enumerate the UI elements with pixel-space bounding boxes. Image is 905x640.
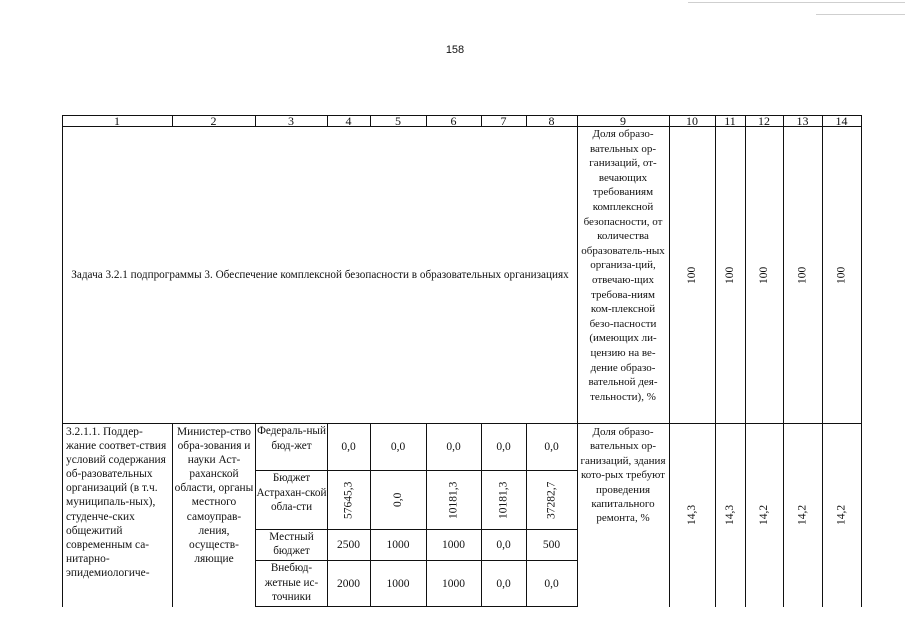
column-header: 3 xyxy=(288,114,294,128)
column-header: 9 xyxy=(620,114,626,128)
column-header: 1 xyxy=(114,114,120,128)
source-value: 0,0 xyxy=(496,441,511,453)
task-value-13: 100 xyxy=(796,266,809,284)
task-value-11: 100 xyxy=(724,266,736,284)
measure-value-12: 14,2 xyxy=(758,504,770,526)
source-value: 2000 xyxy=(337,577,360,590)
page-number: 158 xyxy=(445,44,465,56)
source-value: 0,0 xyxy=(446,441,461,453)
source-value: 0,0 xyxy=(496,577,511,590)
column-header: 7 xyxy=(500,114,507,128)
task-value-12: 100 xyxy=(758,266,770,284)
source-value: 0,0 xyxy=(341,441,356,453)
source-value: 10181,3 xyxy=(497,481,510,519)
source-name: Местный бюджет xyxy=(269,531,314,557)
source-value: 0,0 xyxy=(392,492,404,508)
source-name: Внебюд-жетные ис-точники xyxy=(264,562,319,603)
source-value: 1000 xyxy=(442,577,465,590)
task-title: Задача 3.2.1 подпрограммы 3. Обеспечение комплексной безопасности в образовательных организациях xyxy=(71,269,569,281)
measure-indicator: Доля образо-вательных ор-ганизаций, здания кото-рых требуют проведения капитального ремонта, % xyxy=(580,426,666,525)
source-value: 0,0 xyxy=(544,577,559,590)
column-header: 8 xyxy=(548,114,555,128)
responsible-executor: Министер-ство обра-зования и науки Аст-раханской области, органы местного самоуправ-ления, осуществ-ляющие xyxy=(174,426,254,565)
source-value: 37282,7 xyxy=(545,481,558,519)
measure-title: 3.2.1.1. Поддер-жание соответ-ствия условий содержания об-разовательных организаций (в т.ч. муниципаль-ных), студенче-ских общежитий современным са-нитарно-эпидемиологиче- xyxy=(66,426,167,579)
source-value: 57645,3 xyxy=(342,481,355,519)
source-value: 500 xyxy=(542,539,561,551)
scan-artifact-line xyxy=(688,2,905,3)
source-value: 2500 xyxy=(337,539,360,551)
column-header: 13 xyxy=(796,114,809,128)
scan-artifact-line xyxy=(816,14,905,15)
source-value: 10181,3 xyxy=(447,481,460,519)
measure-value-14: 14,2 xyxy=(835,504,848,526)
column-header: 2 xyxy=(210,114,217,128)
column-header: 5 xyxy=(395,114,401,128)
source-value: 1000 xyxy=(386,577,410,590)
column-header: 10 xyxy=(686,114,698,128)
measure-value-10: 14,3 xyxy=(686,504,698,526)
source-value: 1000 xyxy=(386,539,410,551)
source-value: 0,0 xyxy=(544,441,559,453)
source-name: Бюджет Астрахан-ской обла-сти xyxy=(256,472,327,513)
column-header: 6 xyxy=(450,114,457,128)
task-value-14: 100 xyxy=(835,266,848,284)
column-header: 11 xyxy=(724,114,736,128)
measure-value-13: 14,2 xyxy=(796,504,809,526)
task-indicator: Доля образо-вательных ор-ганизаций, от-вечающих требованиям комплексной безопасности, от количества образователь-ных организа-ций, отвечаю-щих требова-ниям ком-плексной безо-пасности (имеющих ли-цензию на ве-дение образо-вательной дея-тельности), % xyxy=(581,128,665,403)
column-header: 12 xyxy=(758,114,770,128)
source-value: 0,0 xyxy=(390,441,406,453)
source-value: 1000 xyxy=(442,539,465,551)
column-header: 14 xyxy=(835,114,848,128)
measure-value-11: 14,3 xyxy=(724,504,736,526)
source-value: 0,0 xyxy=(496,539,511,551)
source-name: Федераль-ный бюд-жет xyxy=(257,425,326,452)
task-value-10: 100 xyxy=(686,266,698,284)
column-header: 4 xyxy=(345,114,352,128)
